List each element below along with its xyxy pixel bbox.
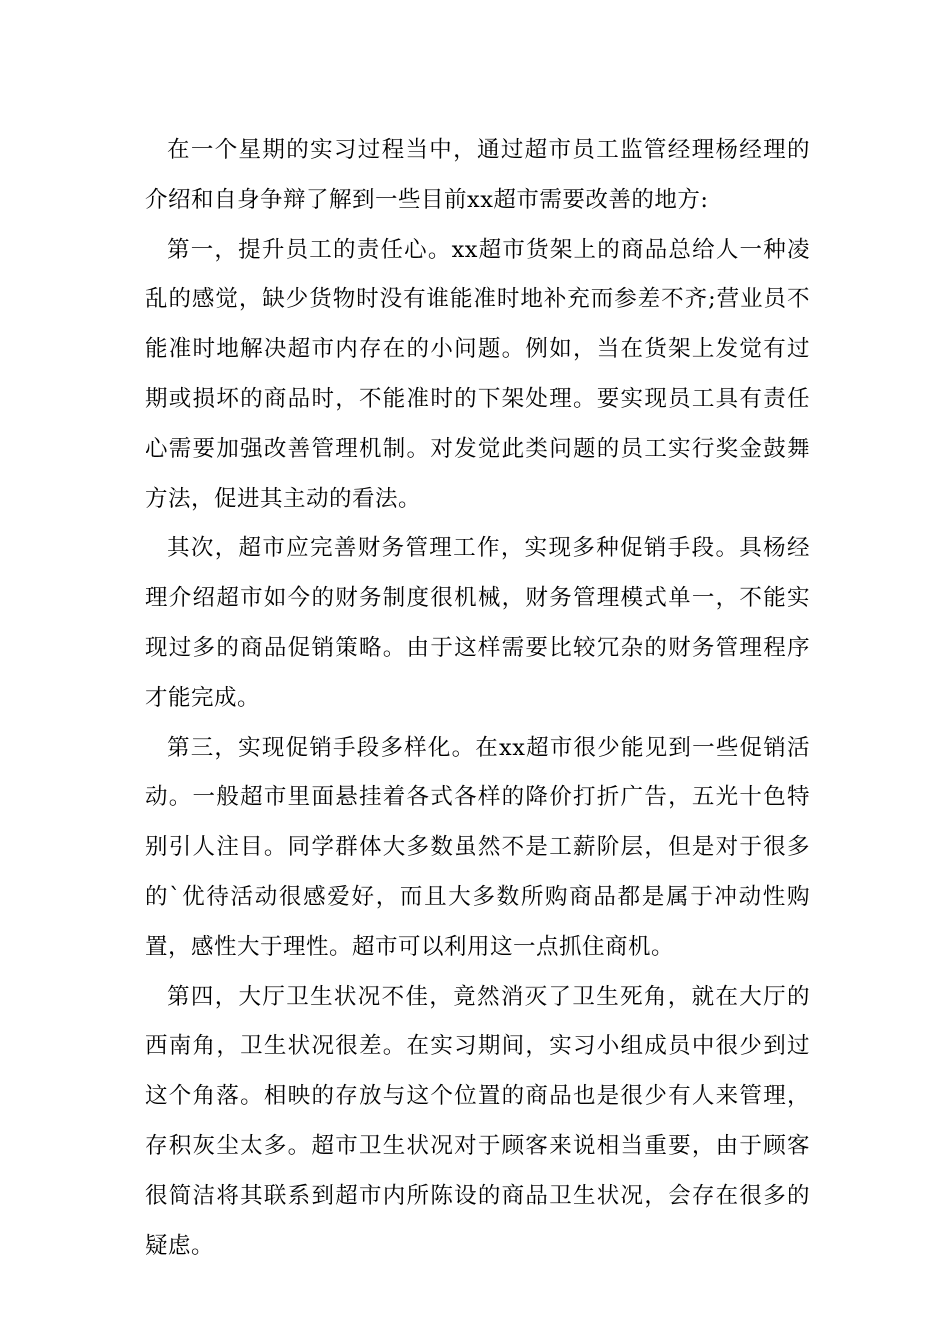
paragraph-third-point: 第三，实现促销手段多样化。在xx超市很少能见到一些促销活动。一般超市里面悬挂着各式各样的降价打折广告，五光十色特别引人注目。同学群体大多数虽然不是工薪阶层，但是对于很多的`优待活动很感爱好，而且大多数所购商品都是属于冲动性购置，感性大于理性。超市可以利用这一点抓住商机。: [145, 734, 810, 960]
paragraph-second-point: 其次，超市应完善财务管理工作，实现多种促销手段。具杨经理介绍超市如今的财务制度很机械，财务管理模式单一，不能实现过多的商品促销策略。由于这样需要比较冗杂的财务管理程序才能完成。: [145, 535, 810, 711]
paragraph-fourth-point: 第四，大厅卫生状况不佳，竟然消灭了卫生死角，就在大厅的西南角，卫生状况很差。在实习期间，实习小组成员中很少到过这个角落。相映的存放与这个位置的商品也是很少有人来管理，存积灰尘太多。超市卫生状况对于顾客来说相当重要，由于顾客很简洁将其联系到超市内所陈设的商品卫生状况，会存在很多的疑虑。: [145, 983, 810, 1259]
document-body: [145, 126, 810, 1271]
paragraph-first-point: 第一，提升员工的责任心。xx超市货架上的商品总给人一种凌乱的感觉，缺少货物时没有谁能准时地补充而参差不齐;营业员不能准时地解决超市内存在的小问题。例如，当在货架上发觉有过期或损坏的商品时，不能准时的下架处理。要实现员工具有责任心需要加强改善管理机制。对发觉此类问题的员工实行奖金鼓舞方法，促进其主动的看法。: [145, 236, 810, 512]
paragraph-intro: 在一个星期的实习过程当中，通过超市员工监管经理杨经理的介绍和自身争辩了解到一些目前xx超市需要改善的地方:: [145, 137, 810, 213]
